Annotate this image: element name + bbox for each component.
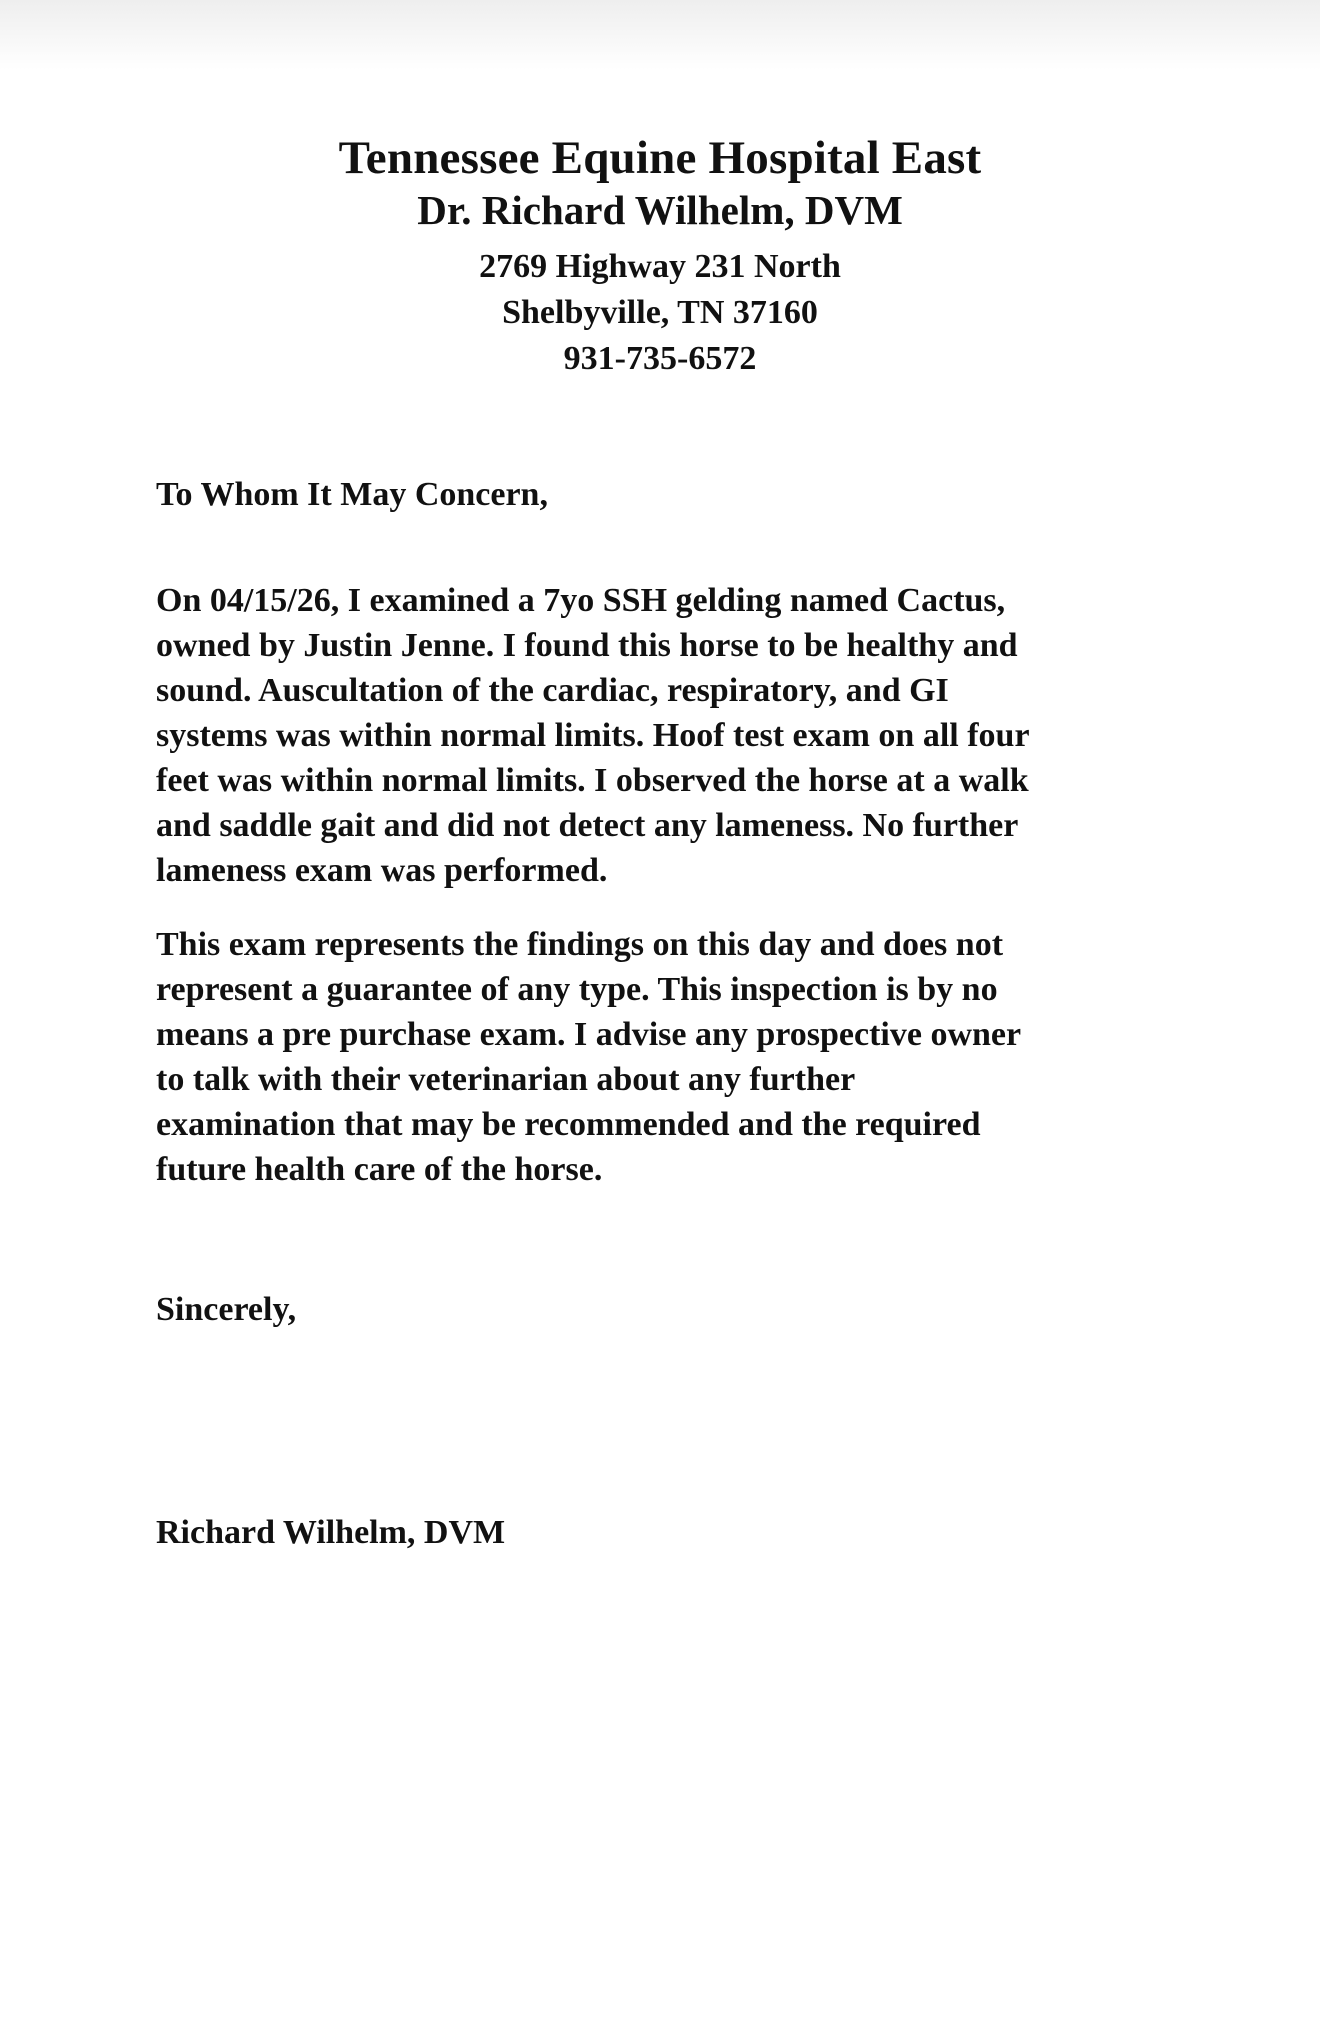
paragraph-line: means a pre purchase exam. I advise any prospective owner <box>156 1016 1022 1053</box>
paragraph-line: examination that may be recommended and the required <box>156 1106 981 1143</box>
exam-findings-paragraph <box>156 578 1166 893</box>
paragraph-line: and saddle gait and did not detect any lameness. No further <box>156 807 1019 844</box>
paragraph-line: systems was within normal limits. Hoof test exam on all four <box>156 717 1030 754</box>
letterhead <box>0 128 1320 382</box>
salutation: To Whom It May Concern, <box>156 476 548 513</box>
address-city: Shelbyville, TN 37160 <box>502 294 818 331</box>
paragraph-line: sound. Auscultation of the cardiac, respiratory, and GI <box>156 672 949 709</box>
doctor-name: Dr. Richard Wilhelm, DVM <box>417 187 903 233</box>
paragraph-line: On 04/15/26, I examined a 7yo SSH gelding named Cactus, <box>156 582 1006 619</box>
paragraph-line: feet was within normal limits. I observed the horse at a walk <box>156 762 1029 799</box>
page-top-shadow <box>0 0 1320 70</box>
address-street: 2769 Highway 231 North <box>479 248 841 285</box>
disclaimer-paragraph <box>156 922 1166 1192</box>
paragraph-line: represent a guarantee of any type. This inspection is by no <box>156 971 998 1008</box>
closing: Sincerely, <box>156 1291 297 1328</box>
paragraph-line: owned by Justin Jenne. I found this horse to be healthy and <box>156 627 1018 664</box>
signature-name: Richard Wilhelm, DVM <box>156 1514 506 1551</box>
paragraph-line: future health care of the horse. <box>156 1151 603 1188</box>
paragraph-line: to talk with their veterinarian about any further <box>156 1061 856 1098</box>
phone-number: 931-735-6572 <box>563 340 757 377</box>
paragraph-line: This exam represents the findings on this day and does not <box>156 926 1004 963</box>
hospital-name: Tennessee Equine Hospital East <box>338 132 982 184</box>
paragraph-line: lameness exam was performed. <box>156 852 608 889</box>
